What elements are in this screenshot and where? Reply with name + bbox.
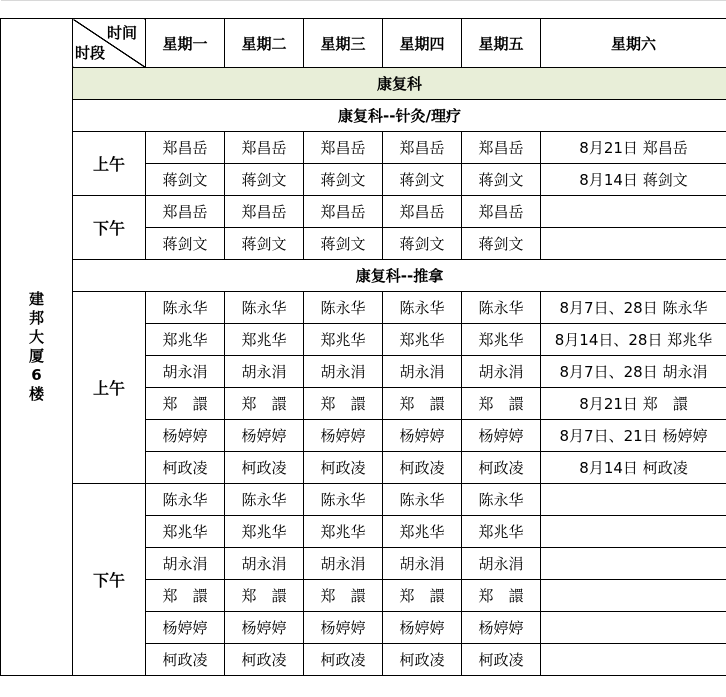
doctor-cell: 郑昌岳: [146, 196, 225, 228]
doctor-cell: 柯政凌: [462, 644, 541, 676]
doctor-cell: 蒋剑文: [383, 228, 462, 260]
doctor-cell: 胡永涓: [225, 548, 304, 580]
saturday-cell: [541, 548, 726, 580]
doctor-cell: 胡永涓: [383, 548, 462, 580]
saturday-cell: [541, 228, 726, 260]
doctor-cell: 陈永华: [146, 484, 225, 516]
section-row: [1, 100, 726, 132]
doctor-cell: 郑兆华: [225, 516, 304, 548]
doctor-cell: 杨婷婷: [225, 420, 304, 452]
doctor-cell: 杨婷婷: [304, 612, 383, 644]
doctor-cell: 胡永涓: [146, 356, 225, 388]
doctor-cell: 蒋剑文: [304, 228, 383, 260]
doctor-cell: 郑昌岳: [462, 196, 541, 228]
doctor-cell: 陈永华: [462, 292, 541, 324]
doctor-cell: 蒋剑文: [225, 164, 304, 196]
doctor-cell: 郑兆华: [146, 324, 225, 356]
doctor-cell: 胡永涓: [462, 548, 541, 580]
doctor-cell: 杨婷婷: [146, 420, 225, 452]
doctor-cell: 郑兆华: [383, 516, 462, 548]
section-title: 康复科--推拿: [73, 260, 726, 292]
saturday-cell: [541, 612, 726, 644]
saturday-cell: 8月14日 蒋剑文: [541, 164, 726, 196]
doctor-cell: 陈永华: [304, 292, 383, 324]
doctor-cell: 杨婷婷: [225, 612, 304, 644]
doctor-cell: 陈永华: [383, 484, 462, 516]
day-header-wed: 星期三: [304, 19, 383, 68]
saturday-cell: 8月7日、28日 陈永华: [541, 292, 726, 324]
table-row: [1, 196, 726, 228]
doctor-cell: 郑昌岳: [225, 196, 304, 228]
doctor-cell: 郑昌岳: [462, 132, 541, 164]
doctor-cell: 郑兆华: [462, 516, 541, 548]
time-period-corner-cell: [73, 19, 146, 68]
doctor-cell: 陈永华: [304, 484, 383, 516]
doctor-cell: 柯政凌: [146, 644, 225, 676]
building-char: 邦: [28, 309, 44, 327]
doctor-cell: 蒋剑文: [304, 164, 383, 196]
doctor-cell: 郑兆华: [462, 324, 541, 356]
doctor-cell: 杨婷婷: [462, 420, 541, 452]
doctor-cell: 胡永涓: [304, 548, 383, 580]
doctor-cell: 郑兆华: [304, 324, 383, 356]
saturday-cell: [541, 644, 726, 676]
period-label: 下午: [73, 196, 146, 260]
building-char: 建: [28, 290, 44, 308]
doctor-cell: 柯政凌: [383, 452, 462, 484]
doctor-cell: 陈永华: [383, 292, 462, 324]
doctor-cell: 郑 譞: [383, 580, 462, 612]
building-char: 大: [28, 328, 44, 346]
building-char: 厦: [28, 347, 44, 365]
doctor-cell: 陈永华: [462, 484, 541, 516]
saturday-cell: 8月21日 郑 譞: [541, 388, 726, 420]
day-header-sat: 星期六: [541, 19, 726, 68]
day-header-tue: 星期二: [225, 19, 304, 68]
building-char: 楼: [28, 385, 44, 403]
saturday-cell: 8月7日、28日 胡永涓: [541, 356, 726, 388]
doctor-cell: 郑 譞: [146, 580, 225, 612]
saturday-cell: [541, 580, 726, 612]
doctor-cell: 郑兆华: [225, 324, 304, 356]
period-label: 上午: [73, 292, 146, 484]
doctor-cell: 柯政凌: [225, 452, 304, 484]
saturday-cell: 8月14日、28日 郑兆华: [541, 324, 726, 356]
doctor-cell: 蒋剑文: [225, 228, 304, 260]
doctor-cell: 柯政凌: [462, 452, 541, 484]
header-row: [1, 19, 726, 68]
doctor-cell: 胡永涓: [462, 356, 541, 388]
table-row: [1, 132, 726, 164]
doctor-cell: 郑 譞: [225, 580, 304, 612]
period-label: 下午: [73, 484, 146, 676]
day-header-fri: 星期五: [462, 19, 541, 68]
saturday-cell: 8月21日 郑昌岳: [541, 132, 726, 164]
saturday-cell: 8月14日 柯政凌: [541, 452, 726, 484]
doctor-cell: 郑 譞: [146, 388, 225, 420]
doctor-cell: 胡永涓: [146, 548, 225, 580]
department-row: [1, 68, 726, 100]
doctor-cell: 郑 譞: [462, 580, 541, 612]
saturday-cell: [541, 196, 726, 228]
saturday-cell: 8月7日、21日 杨婷婷: [541, 420, 726, 452]
doctor-cell: 郑 譞: [304, 580, 383, 612]
saturday-cell: [541, 516, 726, 548]
day-header-thu: 星期四: [383, 19, 462, 68]
table-row: [1, 292, 726, 324]
doctor-cell: 杨婷婷: [383, 612, 462, 644]
doctor-cell: 杨婷婷: [462, 612, 541, 644]
doctor-cell: 蒋剑文: [383, 164, 462, 196]
doctor-cell: 郑昌岳: [383, 132, 462, 164]
doctor-cell: 郑 譞: [383, 388, 462, 420]
building-char: 6: [31, 366, 42, 384]
doctor-cell: 柯政凌: [304, 644, 383, 676]
doctor-cell: 陈永华: [225, 484, 304, 516]
doctor-cell: 郑 譞: [462, 388, 541, 420]
doctor-cell: 蒋剑文: [146, 228, 225, 260]
doctor-cell: 郑昌岳: [146, 132, 225, 164]
doctor-cell: 郑昌岳: [383, 196, 462, 228]
table-row: [1, 484, 726, 516]
doctor-cell: 胡永涓: [225, 356, 304, 388]
doctor-cell: 杨婷婷: [304, 420, 383, 452]
corner-period-label: 时段: [75, 44, 106, 62]
day-header-mon: 星期一: [146, 19, 225, 68]
doctor-cell: 郑昌岳: [304, 196, 383, 228]
section-row: [1, 260, 726, 292]
doctor-cell: 陈永华: [146, 292, 225, 324]
doctor-cell: 郑昌岳: [225, 132, 304, 164]
doctor-cell: 郑兆华: [304, 516, 383, 548]
department-title: 康复科: [73, 68, 726, 100]
corner-time-label: 时间: [106, 24, 137, 42]
doctor-cell: 蒋剑文: [462, 228, 541, 260]
section-title: 康复科--针灸/理疗: [73, 100, 726, 132]
doctor-cell: 柯政凌: [146, 452, 225, 484]
doctor-cell: 蒋剑文: [462, 164, 541, 196]
doctor-cell: 郑兆华: [383, 324, 462, 356]
doctor-cell: 郑 譞: [225, 388, 304, 420]
period-label: 上午: [73, 132, 146, 196]
doctor-cell: 胡永涓: [383, 356, 462, 388]
saturday-cell: [541, 484, 726, 516]
doctor-cell: 杨婷婷: [383, 420, 462, 452]
building-label: [1, 19, 73, 676]
doctor-cell: 柯政凌: [383, 644, 462, 676]
doctor-cell: 郑 譞: [304, 388, 383, 420]
doctor-cell: 郑昌岳: [304, 132, 383, 164]
doctor-cell: 郑兆华: [146, 516, 225, 548]
doctor-cell: 柯政凌: [304, 452, 383, 484]
doctor-cell: 柯政凌: [225, 644, 304, 676]
doctor-cell: 胡永涓: [304, 356, 383, 388]
spreadsheet-grid-row: [1, 1, 726, 19]
doctor-cell: 蒋剑文: [146, 164, 225, 196]
doctor-cell: 杨婷婷: [146, 612, 225, 644]
doctor-cell: 陈永华: [225, 292, 304, 324]
